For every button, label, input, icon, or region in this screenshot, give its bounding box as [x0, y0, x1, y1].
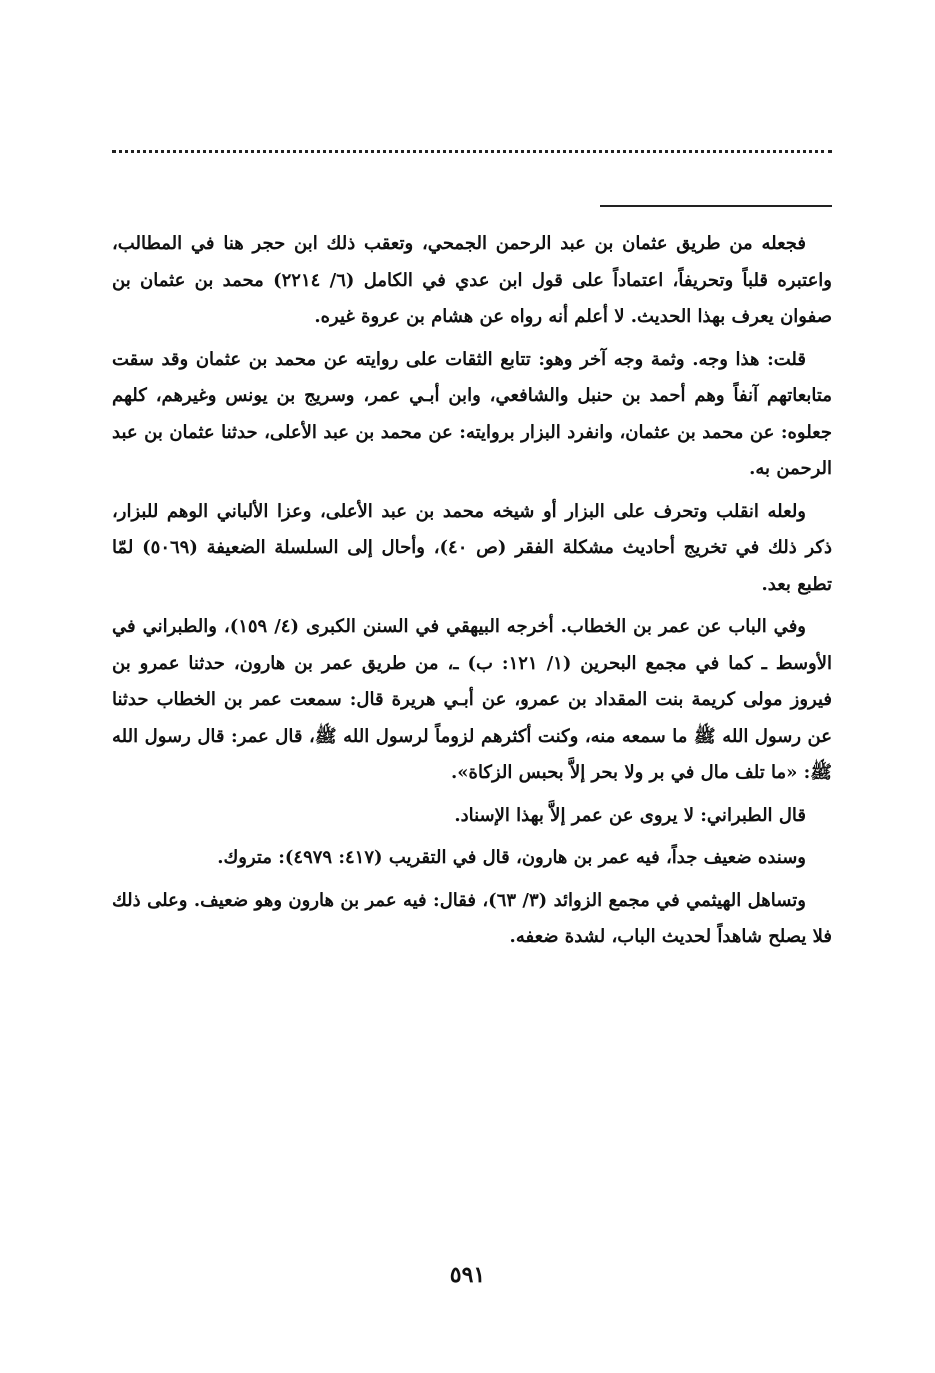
page-number: ٥٩١: [449, 1262, 486, 1288]
paragraph-7: وتساهل الهيثمي في مجمع الزوائد (٣/ ٦٣)، فقال: فيه عمر بن هارون وهو ضعيف. وعلى ذلك فلا يصلح شاهداً لحديث الباب، لشدة ضعفه.: [112, 889, 832, 947]
footnote-separator-line: [600, 205, 832, 207]
paragraph-6: وسنده ضعيف جداً، فيه عمر بن هارون، قال في التقريب (٤١٧: ٤٩٧٩): متروك.: [217, 847, 806, 868]
paragraph-4: وفي الباب عن عمر بن الخطاب. أخرجه البيهقي في السنن الكبرى (٤/ ١٥٩)، والطبراني في الأوسط ـ كما في مجمع البحرين (١/ ١٢١: ب) ـ، من طريق عمر بن هارون، حدثنا عمرو بن فيروز مولى كريمة بنت المقداد بن عمرو، عن أبـي هريرة قال: سمعت عمر بن الخطاب حدثنا عن رسول الله ﷺ ما سمعه منه، وكنت أكثرهم لزوماً لرسول الله ﷺ، قال عمر: قال رسول الله ﷺ: «ما تلف مال في بر ولا بحر إلاَّ بحبس الزكاة».: [112, 616, 833, 783]
paragraph-2: قلت: هذا وجه. وثمة وجه آخر وهو: تتابع الثقات على روايته عن محمد بن عثمان وقد سقت متابعاتهم آنفاً وهم أحمد بن حنبل والشافعي، وابن أبـي عمر، وسريج بن يونس وغيرهم، كلهم جعلوه: عن محمد بن عثمان، وانفرد البزار بروايته: عن محمد بن عبد الأعلى، حدثنا عثمان بن عبد الرحمن به.: [112, 348, 832, 479]
top-dotted-separator: [112, 150, 832, 153]
paragraph-1: فجعله من طريق عثمان بن عبد الرحمن الجمحي، وتعقب ذلك ابن حجر هنا في المطالب، واعتبره قلباً وتحريفاً، اعتماداً على قول ابن عدي في الكامل (٦/ ٢٢١٤) محمد بن عثمان بن صفوان يعرف بهذا الحديث. لا أعلم أنه رواه عن هشام بن عروة غيره.: [112, 233, 833, 327]
paragraph-5: قال الطبراني: لا يروى عن عمر إلاَّ بهذا الإسناد.: [454, 804, 806, 826]
page-body-text: [112, 226, 832, 962]
paragraph-3: ولعله انقلب وتحرف على البزار أو شيخه محمد بن عبد الأعلى، وعزا الألباني الوهم للبزار، ذكر ذلك في تخريج أحاديث مشكلة الفقر (ص ٤٠)، وأحال إلى السلسلة الضعيفة (٥٠٦٩) لمّا تطبع بعد.: [112, 500, 832, 595]
